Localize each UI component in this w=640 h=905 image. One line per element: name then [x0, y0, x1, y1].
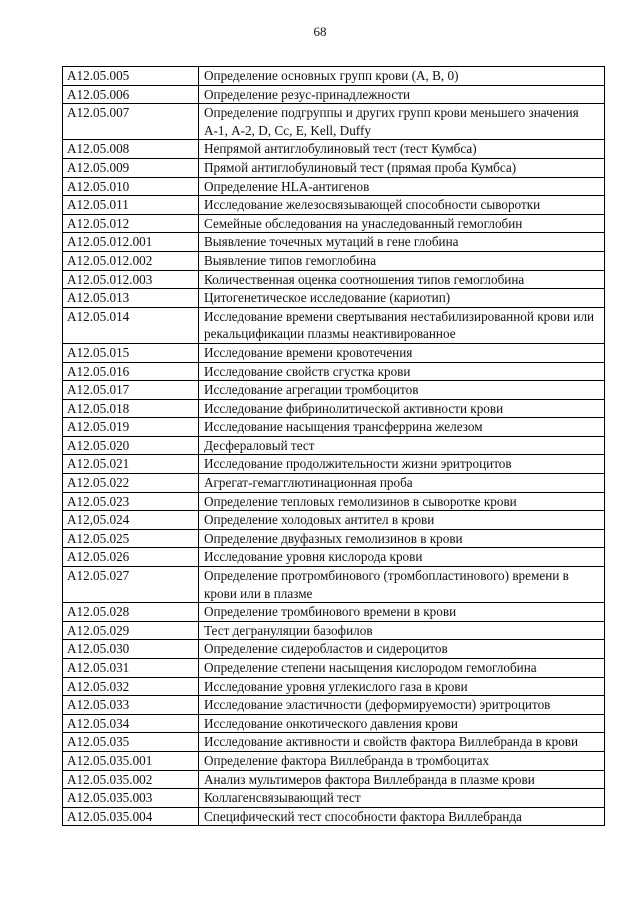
procedure-name-cell: Непрямой антиглобулиновый тест (тест Кумбса) [199, 140, 605, 159]
procedure-name-cell: Цитогенетическое исследование (кариотип) [199, 289, 605, 308]
procedure-code-cell: A12.05.010 [63, 177, 199, 196]
procedure-name-cell: Исследование времени свертывания нестабилизированной крови или рекальцификации плазмы неактивированное [199, 307, 605, 343]
procedure-code-cell: A12.05.032 [63, 677, 199, 696]
procedure-code-cell: A12.05.035.003 [63, 789, 199, 808]
procedure-name-cell: Выявление точечных мутаций в гене глобина [199, 233, 605, 252]
procedure-name-cell: Определение сидеробластов и сидероцитов [199, 640, 605, 659]
table-row [63, 511, 605, 530]
table-row [63, 436, 605, 455]
table-row [63, 659, 605, 678]
procedure-name-cell: Определение HLA-антигенов [199, 177, 605, 196]
table-row [63, 158, 605, 177]
procedure-code-cell: A12.05.022 [63, 474, 199, 493]
procedure-code-cell: A12.05.021 [63, 455, 199, 474]
table-row [63, 104, 605, 140]
procedure-name-cell: Исследование свойств сгустка крови [199, 362, 605, 381]
table-row [63, 696, 605, 715]
procedure-code-cell: A12.05.008 [63, 140, 199, 159]
procedure-code-cell: A12.05.018 [63, 399, 199, 418]
procedure-code-cell: A12,05.024 [63, 511, 199, 530]
procedure-code-cell: A12.05.023 [63, 492, 199, 511]
table-row [63, 214, 605, 233]
procedure-code-cell: A12.05.017 [63, 381, 199, 400]
procedure-name-cell: Определение степени насыщения кислородом гемоглобина [199, 659, 605, 678]
procedure-code-cell: A12.05.031 [63, 659, 199, 678]
table-row [63, 251, 605, 270]
procedure-name-cell: Исследование уровня углекислого газа в крови [199, 677, 605, 696]
procedure-code-cell: A12.05.009 [63, 158, 199, 177]
page-number: 68 [313, 24, 327, 39]
table-row [63, 343, 605, 362]
table-row [63, 67, 605, 86]
procedure-name-cell: Определение тепловых гемолизинов в сыворотке крови [199, 492, 605, 511]
procedure-code-cell: A12.05.007 [63, 104, 199, 140]
procedure-name-cell: Определение подгруппы и других групп крови меньшего значения А-1, А-2, D, Сс, Е, Kell, Duffy [199, 104, 605, 140]
procedure-name-cell: Семейные обследования на унаследованный гемоглобин [199, 214, 605, 233]
procedure-name-cell: Исследование уровня кислорода крови [199, 548, 605, 567]
table-row [63, 733, 605, 752]
procedure-code-cell: A12.05.034 [63, 714, 199, 733]
table-row [63, 640, 605, 659]
procedure-name-cell: Исследование железосвязывающей способности сыворотки [199, 196, 605, 215]
table-row [63, 85, 605, 104]
table-row [63, 621, 605, 640]
procedures-table [62, 66, 605, 826]
procedure-code-cell: A12.05.005 [63, 67, 199, 86]
procedure-code-cell: A12.05.014 [63, 307, 199, 343]
procedure-code-cell: A12.05.006 [63, 85, 199, 104]
table-row [63, 677, 605, 696]
procedure-name-cell: Исследование насыщения трансферрина железом [199, 418, 605, 437]
procedure-name-cell: Количественная оценка соотношения типов гемоглобина [199, 270, 605, 289]
table-row [63, 751, 605, 770]
procedure-code-cell: A12.05.020 [63, 436, 199, 455]
procedure-name-cell: Исследование фибринолитической активности крови [199, 399, 605, 418]
table-row [63, 381, 605, 400]
procedure-name-cell: Определение резус-принадлежности [199, 85, 605, 104]
table-row [63, 455, 605, 474]
procedure-name-cell: Исследование активности и свойств фактора Виллебранда в крови [199, 733, 605, 752]
procedure-code-cell: A12.05.015 [63, 343, 199, 362]
table-row [63, 289, 605, 308]
table-row [63, 603, 605, 622]
procedure-code-cell: A12.05.026 [63, 548, 199, 567]
procedure-name-cell: Определение двуфазных гемолизинов в крови [199, 529, 605, 548]
table-row [63, 233, 605, 252]
procedure-code-cell: A12.05.013 [63, 289, 199, 308]
procedure-code-cell: A12.05.030 [63, 640, 199, 659]
table-row [63, 714, 605, 733]
procedure-name-cell: Агрегат-гемагглютинационная проба [199, 474, 605, 493]
procedure-name-cell: Исследование эластичности (деформируемости) эритроцитов [199, 696, 605, 715]
procedure-name-cell: Десфераловый тест [199, 436, 605, 455]
procedure-code-cell: A12.05.011 [63, 196, 199, 215]
procedure-code-cell: A12.05.012.003 [63, 270, 199, 289]
procedure-code-cell: A12.05.035 [63, 733, 199, 752]
procedure-name-cell: Выявление типов гемоглобина [199, 251, 605, 270]
procedure-name-cell: Прямой антиглобулиновый тест (прямая проба Кумбса) [199, 158, 605, 177]
procedure-name-cell: Коллагенсвязывающий тест [199, 789, 605, 808]
table-row [63, 307, 605, 343]
table-row [63, 140, 605, 159]
procedure-code-cell: A12.05.029 [63, 621, 199, 640]
procedure-code-cell: A12.05.016 [63, 362, 199, 381]
table-row [63, 807, 605, 826]
procedure-name-cell: Определение основных групп крови (А, В, 0) [199, 67, 605, 86]
procedure-name-cell: Исследование продолжительности жизни эритроцитов [199, 455, 605, 474]
table-row [63, 770, 605, 789]
procedure-name-cell: Исследование времени кровотечения [199, 343, 605, 362]
procedure-code-cell: A12.05.012.001 [63, 233, 199, 252]
procedure-code-cell: A12.05.035.001 [63, 751, 199, 770]
procedure-name-cell: Исследование онкотического давления крови [199, 714, 605, 733]
procedure-name-cell: Определение холодовых антител в крови [199, 511, 605, 530]
procedures-table-body [63, 67, 605, 826]
table-row [63, 789, 605, 808]
procedure-code-cell: A12.05.027 [63, 567, 199, 603]
table-row [63, 474, 605, 493]
procedure-name-cell: Определение фактора Виллебранда в тромбоцитах [199, 751, 605, 770]
procedure-name-cell: Определение протромбинового (тромбопластинового) времени в крови или в плазме [199, 567, 605, 603]
procedure-code-cell: A12.05.019 [63, 418, 199, 437]
table-row [63, 399, 605, 418]
table-row [63, 567, 605, 603]
procedure-name-cell: Тест дегрануляции базофилов [199, 621, 605, 640]
table-row [63, 362, 605, 381]
procedure-name-cell: Специфический тест способности фактора Виллебранда [199, 807, 605, 826]
procedure-name-cell: Исследование агрегации тромбоцитов [199, 381, 605, 400]
table-row [63, 492, 605, 511]
procedure-code-cell: A12.05.025 [63, 529, 199, 548]
procedure-code-cell: A12.05.012.002 [63, 251, 199, 270]
procedure-code-cell: A12.05.012 [63, 214, 199, 233]
procedure-code-cell: A12.05.035.002 [63, 770, 199, 789]
table-row [63, 418, 605, 437]
table-row [63, 177, 605, 196]
procedure-name-cell: Анализ мультимеров фактора Виллебранда в плазме крови [199, 770, 605, 789]
procedure-code-cell: A12.05.028 [63, 603, 199, 622]
table-row [63, 196, 605, 215]
procedure-code-cell: A12.05.035.004 [63, 807, 199, 826]
procedure-name-cell: Определение тромбинового времени в крови [199, 603, 605, 622]
table-row [63, 529, 605, 548]
procedure-code-cell: A12.05.033 [63, 696, 199, 715]
table-row [63, 548, 605, 567]
table-row [63, 270, 605, 289]
